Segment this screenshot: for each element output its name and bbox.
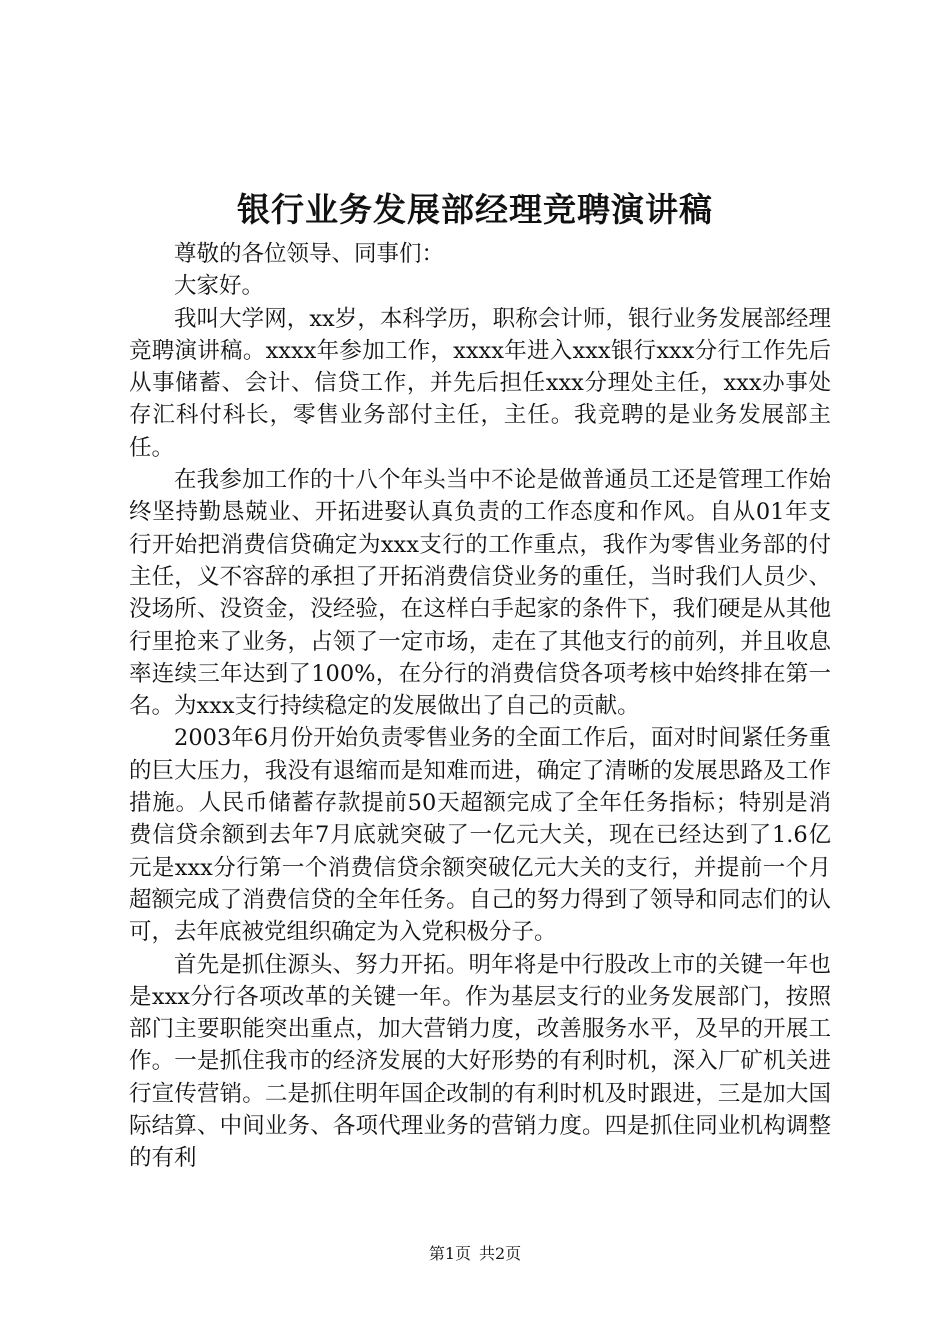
page-number: 第1页 — [428, 1244, 471, 1263]
paragraph-achievements: 2003年6月份开始负责零售业务的全面工作后，面对时间紧任务重的巨大压力，我没有退缩而是知难而进，确定了清晰的发展思路及工作措施。人民币储蓄存款提前50天超额完成了全年任务指标；特别是消费信贷余额到去年7月底就突破了一亿元大关，现在已经达到了1.6亿元是xxx分行第一个消费信贷余额突破亿元大关的支行，并提前一个月超额完成了消费信贷的全年任务。自己的努力得到了领导和同志们的认可，去年底被党组织确定为入党积极分子。 — [129, 725, 831, 946]
paragraph-intro: 我叫大学网，xx岁，本科学历，职称会计师，银行业务发展部经理竞聘演讲稿。xxxx年参加工作，xxxx年进入xxx银行xxx分行工作先后从事储蓄、会计、信贷工作，并先后担任xxx分理处主任，xxx办事处存汇科付科长，零售业务部付主任，主任。我竞聘的是业务发展部主任。 — [129, 305, 831, 461]
greeting: 大家好。 — [174, 273, 265, 300]
page-total: 共2页 — [479, 1244, 522, 1263]
document-body — [129, 238, 831, 1175]
salutation: 尊敬的各位领导、同事们： — [174, 241, 445, 267]
paragraph-plan: 首先是抓住源头、努力开拓。明年将是中行股改上市的关键一年也是xxx分行各项改革的关键一年。作为基层支行的业务发展部门，按照部门主要职能突出重点，加大营销力度，改善服务水平，及早的开展工作。一是抓住我市的经济发展的大好形势的有利时机，深入厂矿机关进行宣传营销。二是抓住明年国企改制的有利时机及时跟进，三是加大国际结算、中间业务、各项代理业务的营销力度。四是抓住同业机构调整的有利 — [129, 951, 831, 1172]
document-title: 银行业务发展部经理竞聘演讲稿 — [237, 190, 713, 229]
page-footer — [0, 1243, 950, 1265]
paragraph-experience: 在我参加工作的十八个年头当中不论是做普通员工还是管理工作始终坚持勤恳兢业、开拓进娶认真负责的工作态度和作风。自从01年支行开始把消费信贷确定为xxx支行的工作重点，我作为零售业务部的付主任，义不容辞的承担了开拓消费信贷业务的重任，当时我们人员少、没场所、没资金，没经验，在这样白手起家的条件下，我们硬是从其他行里抢来了业务，占领了一定市场，走在了其他支行的前列，并且收息率连续三年达到了100%，在分行的消费信贷各项考核中始终排在第一名。为xxx支行持续稳定的发展做出了自己的贡献。 — [129, 467, 831, 720]
